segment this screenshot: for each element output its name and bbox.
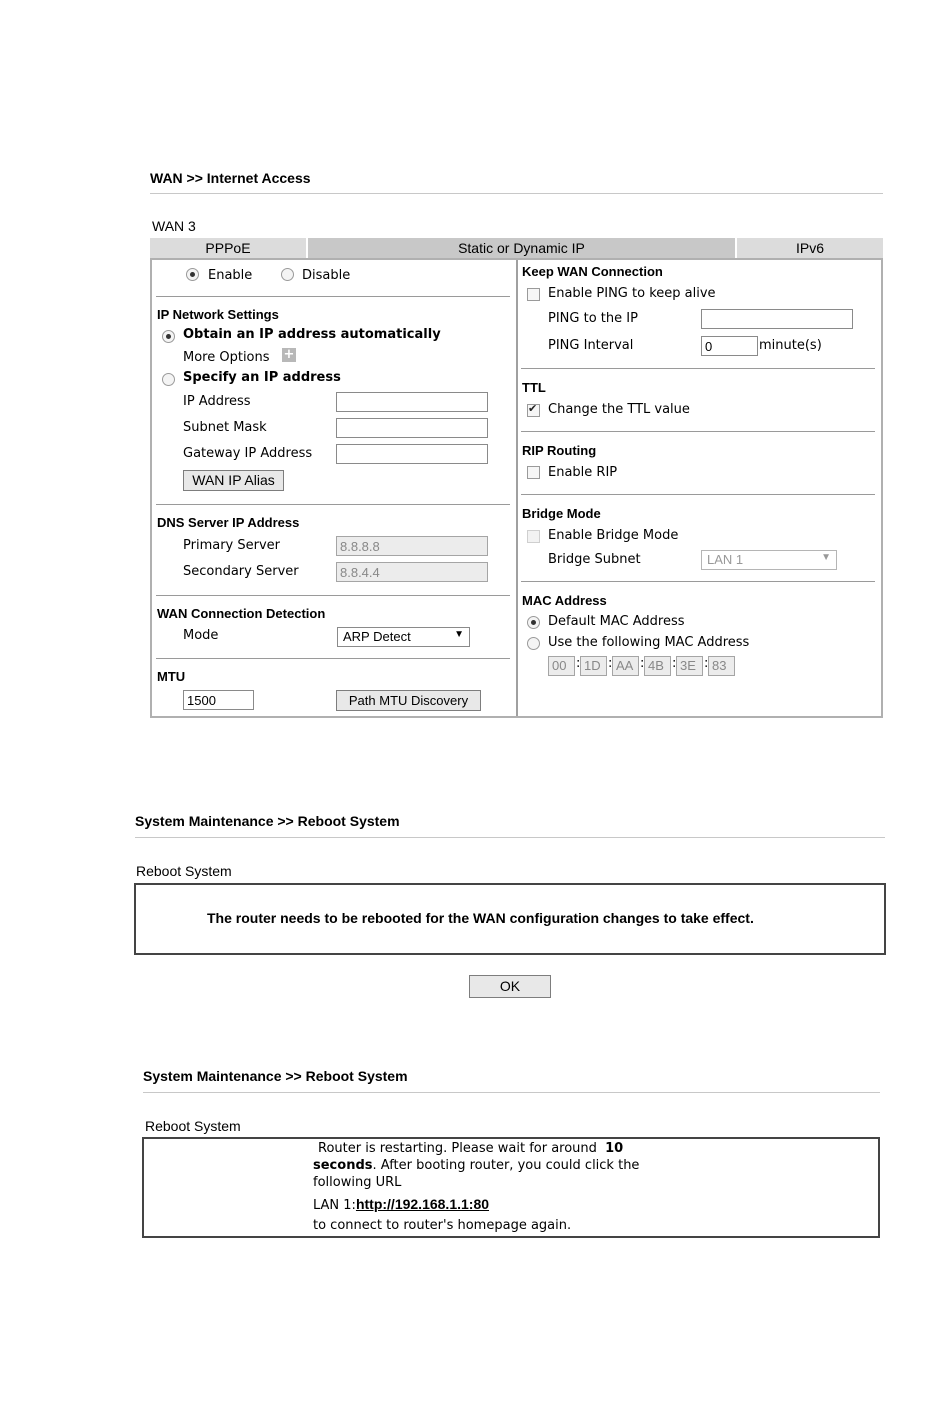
ip-address-label: IP Address xyxy=(183,394,251,409)
default-mac-label: Default MAC Address xyxy=(548,614,685,629)
bridge-subnet-select[interactable] xyxy=(701,550,837,570)
secondary-server-label: Secondary Server xyxy=(183,564,299,579)
ping-enable-checkbox[interactable] xyxy=(527,288,540,301)
restart-line-3: following URL xyxy=(313,1175,402,1190)
gateway-ip-input[interactable] xyxy=(336,444,488,464)
disable-radio[interactable] xyxy=(281,268,294,281)
disable-label: Disable xyxy=(302,268,351,283)
secondary-server-input[interactable] xyxy=(336,562,488,582)
default-mac-radio[interactable] xyxy=(527,616,540,629)
ttl-checkbox[interactable] xyxy=(527,404,540,417)
gateway-ip-label: Gateway IP Address xyxy=(183,446,313,461)
restart-line-5: to connect to router's homepage again. xyxy=(313,1218,572,1233)
restart-line-1-text: Router is restarting. Please wait for around xyxy=(318,1141,597,1156)
mac-octet-2[interactable]: 1D xyxy=(580,656,607,676)
right-divider-1 xyxy=(521,368,875,369)
detection-title: WAN Connection Detection xyxy=(157,606,326,621)
ping-interval-unit: minute(s) xyxy=(759,338,822,353)
right-divider-3 xyxy=(521,494,875,495)
lan-label: LAN 1: xyxy=(313,1198,356,1213)
primary-server-label: Primary Server xyxy=(183,538,280,553)
rip-checkbox[interactable] xyxy=(527,466,540,479)
ping-interval-input[interactable] xyxy=(701,336,758,356)
breadcrumb-reboot-1: System Maintenance >> Reboot System xyxy=(135,813,400,829)
ok-button[interactable]: OK xyxy=(469,975,551,998)
breadcrumb-divider xyxy=(143,1092,880,1093)
restart-line-2-text: . After booting router, you could click the xyxy=(372,1158,640,1173)
obtain-ip-label: Obtain an IP address automatically xyxy=(183,327,441,342)
mac-separator: : xyxy=(576,656,581,671)
mac-separator: : xyxy=(608,656,613,671)
ip-network-title: IP Network Settings xyxy=(157,307,279,322)
restart-seconds-word: seconds xyxy=(313,1158,373,1173)
ping-ip-input[interactable] xyxy=(701,309,853,329)
left-divider-4 xyxy=(156,658,510,659)
enable-radio[interactable] xyxy=(186,268,199,281)
mtu-title: MTU xyxy=(157,669,186,684)
ping-interval-label: PING Interval xyxy=(548,338,634,353)
tab-static-dynamic-ip[interactable] xyxy=(308,238,735,258)
left-divider-1 xyxy=(156,296,510,297)
mac-separator: : xyxy=(704,656,709,671)
mac-octet-4[interactable]: 4B xyxy=(644,656,671,676)
breadcrumb-reboot-2: System Maintenance >> Reboot System xyxy=(143,1068,408,1084)
left-divider-2 xyxy=(156,504,510,505)
mac-separator: : xyxy=(672,656,677,671)
dropdown-arrow-icon: ▼ xyxy=(821,552,831,563)
subnet-mask-label: Subnet Mask xyxy=(183,420,267,435)
custom-mac-label: Use the following MAC Address xyxy=(548,635,750,650)
wan-ip-alias-button[interactable]: WAN IP Alias xyxy=(183,470,284,491)
mode-label: Mode xyxy=(183,628,219,643)
bridge-subnet-value: LAN 1 xyxy=(707,552,744,567)
router-homepage-link[interactable]: http://192.168.1.1:80 xyxy=(355,1196,490,1212)
dns-title: DNS Server IP Address xyxy=(157,515,300,530)
ping-ip-label: PING to the IP xyxy=(548,311,638,326)
reboot-title-1: Reboot System xyxy=(136,863,232,879)
mac-separator: : xyxy=(640,656,645,671)
bridge-title: Bridge Mode xyxy=(522,506,601,521)
mac-octet-1[interactable]: 00 xyxy=(548,656,575,676)
subnet-mask-input[interactable] xyxy=(336,418,488,438)
left-divider-3 xyxy=(156,595,510,596)
specify-ip-radio[interactable] xyxy=(162,373,175,386)
restart-line-1 xyxy=(318,1141,623,1156)
mode-select[interactable] xyxy=(337,627,470,647)
ip-address-input[interactable] xyxy=(336,392,488,412)
right-divider-2 xyxy=(521,431,875,432)
bridge-label: Enable Bridge Mode xyxy=(548,528,679,543)
more-options-label[interactable]: More Options xyxy=(183,350,270,365)
mtu-input[interactable] xyxy=(183,690,254,710)
breadcrumb-divider xyxy=(135,837,885,838)
breadcrumb-divider xyxy=(150,193,883,194)
custom-mac-radio[interactable] xyxy=(527,637,540,650)
reboot-message: The router needs to be rebooted for the WAN configuration changes to take effect. xyxy=(207,910,754,926)
bridge-checkbox[interactable] xyxy=(527,530,540,543)
mac-octet-6[interactable]: 83 xyxy=(708,656,735,676)
tab-ipv6-label: IPv6 xyxy=(795,240,824,256)
restart-seconds-value: 10 xyxy=(605,1141,624,1156)
ttl-label: Change the TTL value xyxy=(548,402,690,417)
restart-line-4 xyxy=(313,1196,489,1213)
reboot-title-2: Reboot System xyxy=(145,1118,241,1134)
tab-static-dynamic-ip-label: Static or Dynamic IP xyxy=(458,240,585,256)
rip-title: RIP Routing xyxy=(522,443,597,458)
tab-ipv6[interactable] xyxy=(737,238,883,258)
obtain-ip-radio[interactable] xyxy=(162,330,175,343)
keep-wan-title: Keep WAN Connection xyxy=(522,264,663,279)
restart-line-2 xyxy=(313,1158,639,1173)
primary-server-input[interactable] xyxy=(336,536,488,556)
mac-octet-5[interactable]: 3E xyxy=(676,656,703,676)
right-divider-4 xyxy=(521,581,875,582)
ping-enable-label: Enable PING to keep alive xyxy=(548,286,716,301)
bridge-subnet-label: Bridge Subnet xyxy=(548,552,641,567)
mac-octet-3[interactable]: AA xyxy=(612,656,639,676)
dropdown-arrow-icon: ▼ xyxy=(454,629,464,640)
ttl-title: TTL xyxy=(522,380,546,395)
wan-title: WAN 3 xyxy=(152,218,196,234)
tab-pppoe-label: PPPoE xyxy=(205,240,251,256)
specify-ip-label: Specify an IP address xyxy=(183,370,341,385)
panel-column-divider xyxy=(516,260,518,716)
tab-pppoe[interactable] xyxy=(150,238,306,258)
breadcrumb-wan: WAN >> Internet Access xyxy=(150,170,311,186)
plus-icon[interactable]: + xyxy=(283,347,295,362)
mode-select-value: ARP Detect xyxy=(343,629,411,644)
mac-title: MAC Address xyxy=(522,593,607,608)
path-mtu-discovery-button[interactable]: Path MTU Discovery xyxy=(336,690,481,711)
enable-label: Enable xyxy=(208,268,253,283)
rip-label: Enable RIP xyxy=(548,465,618,480)
